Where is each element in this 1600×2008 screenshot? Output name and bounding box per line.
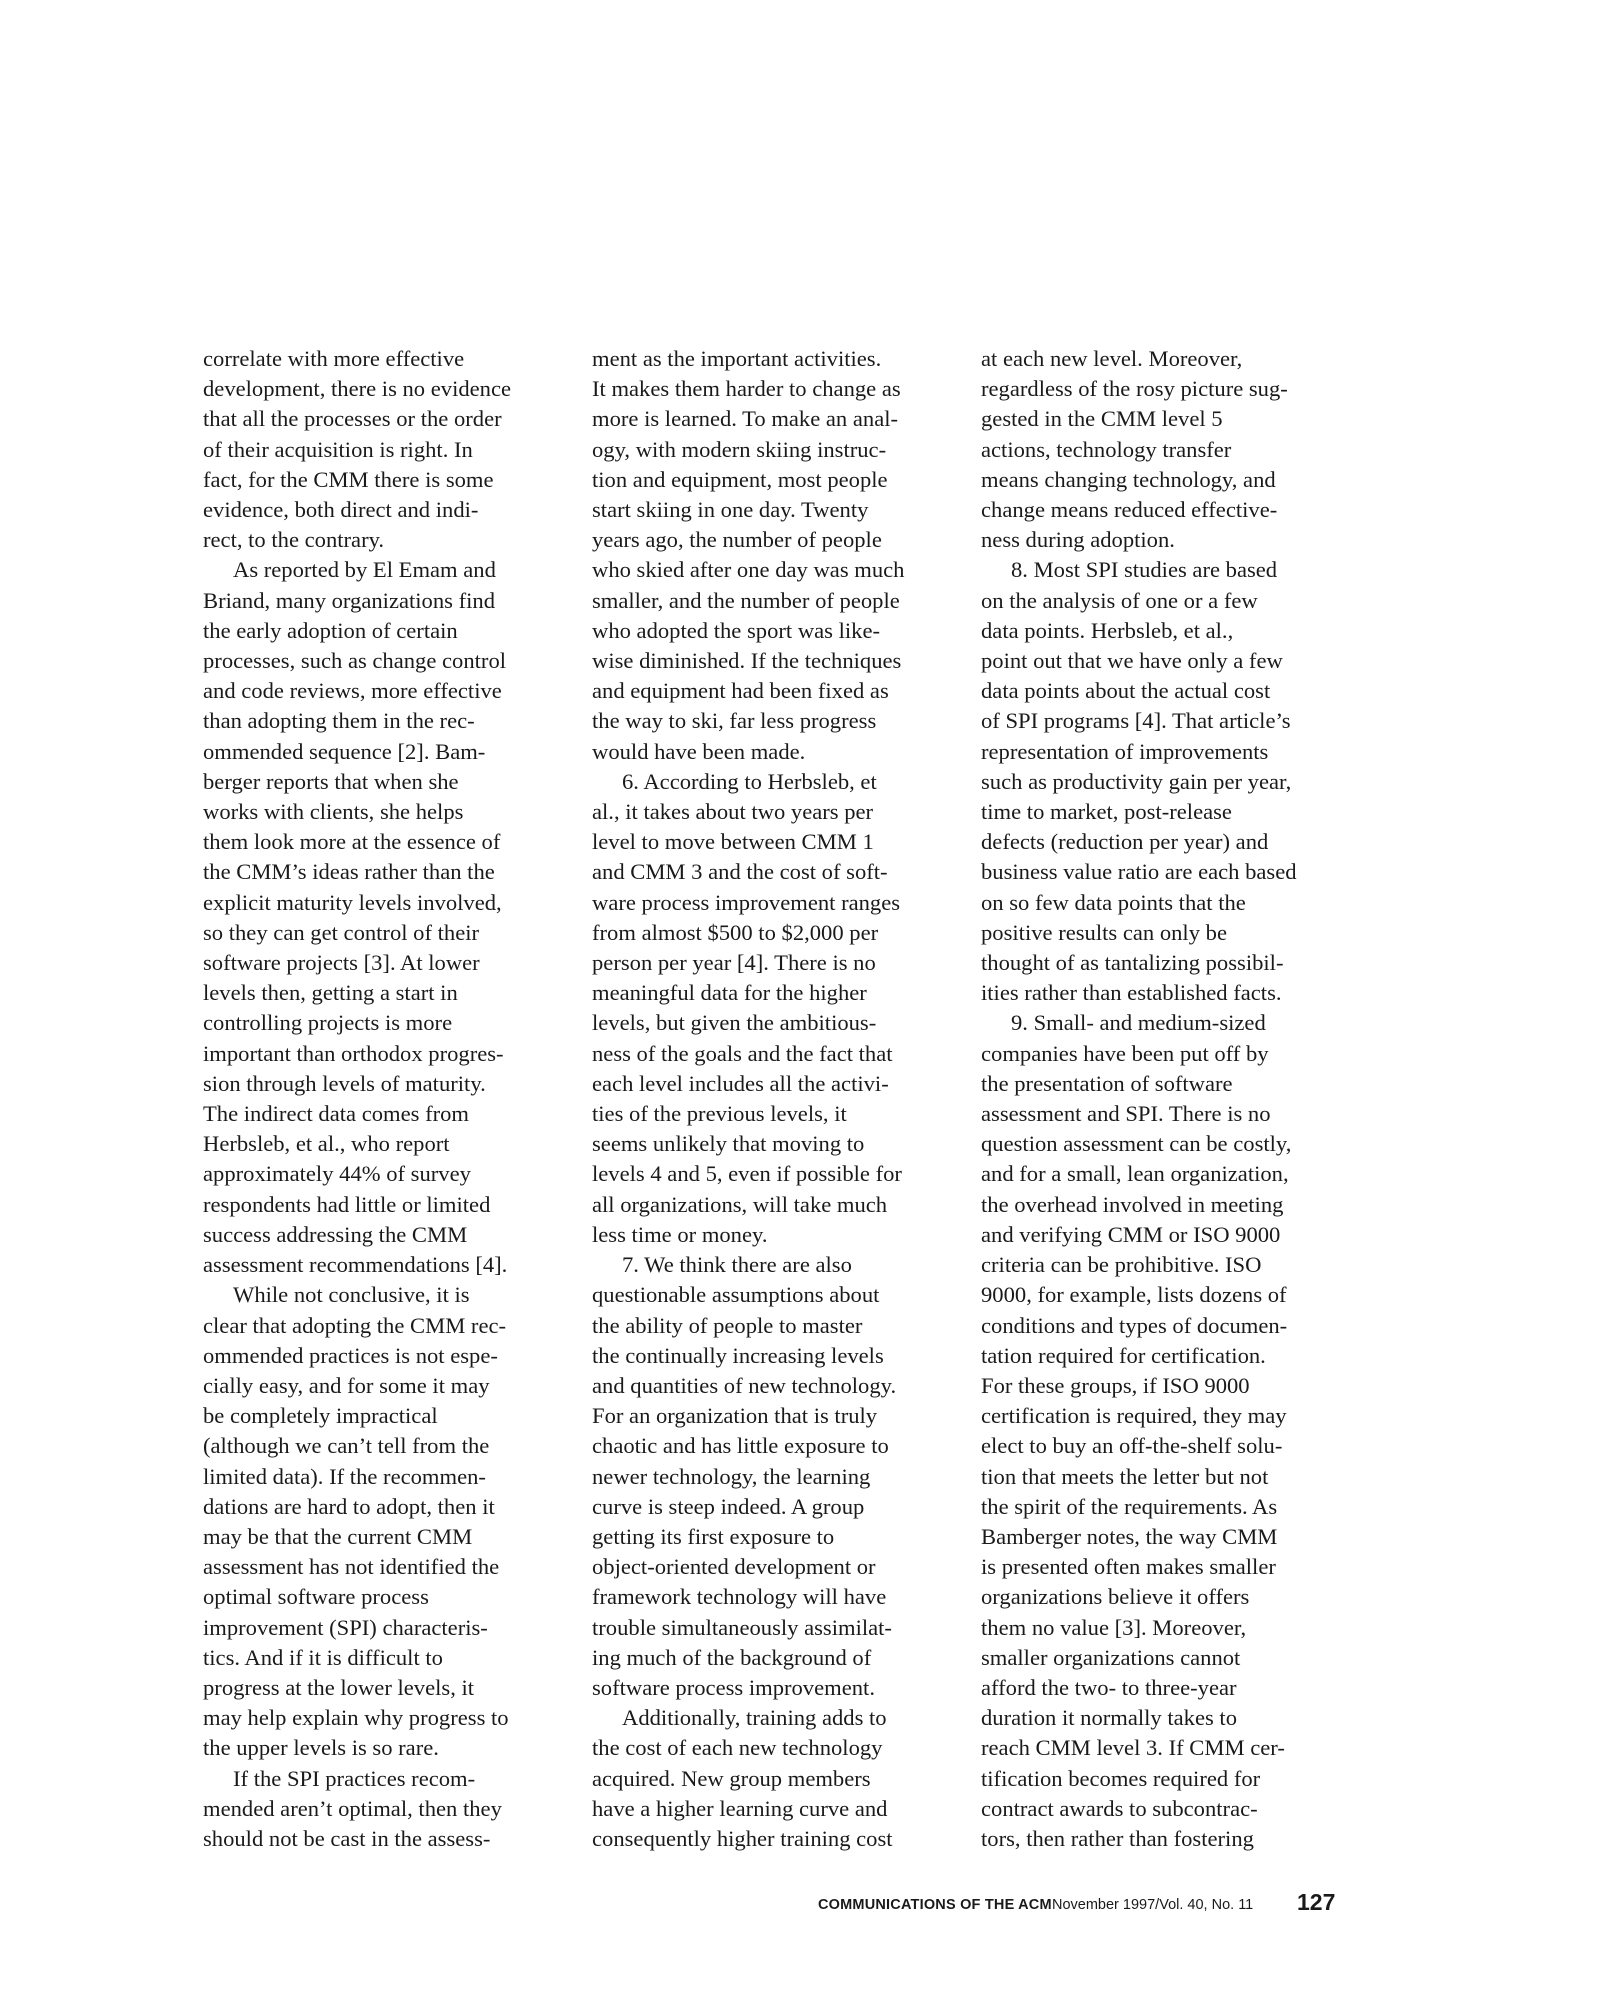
text-line: improvement (SPI) characteris- [203, 1614, 488, 1640]
text-line: seems unlikely that moving to [592, 1131, 865, 1157]
text-line: ties of the previous levels, it [592, 1101, 847, 1127]
text-line: object-oriented development or [592, 1554, 876, 1580]
text-line: controlling projects is more [203, 1010, 453, 1036]
text-line: is presented often makes smaller [981, 1554, 1276, 1580]
text-line: should not be cast in the assess- [203, 1825, 491, 1851]
text-line: the overhead involved in meeting [981, 1191, 1284, 1217]
text-column-2 [592, 344, 970, 1854]
text-line: ommended sequence [2]. Bam- [203, 738, 486, 764]
text-line: trouble simultaneously assimilat- [592, 1614, 892, 1640]
text-line: so they can get control of their [203, 919, 480, 945]
text-line: respondents had little or limited [203, 1191, 491, 1217]
text-line: framework technology will have [592, 1584, 887, 1610]
text-line: such as productivity gain per year, [981, 768, 1292, 794]
text-line: works with clients, she helps [203, 799, 464, 825]
text-line: companies have been put off by [981, 1040, 1269, 1066]
text-line: may help explain why progress to [203, 1705, 509, 1731]
text-line: tors, then rather than fostering [981, 1825, 1254, 1851]
text-line: change means reduced effective- [981, 497, 1278, 523]
text-line: assessment has not identified the [203, 1554, 500, 1580]
text-line: fact, for the CMM there is some [203, 466, 494, 492]
text-line: and quantities of new technology. [592, 1372, 897, 1398]
text-line: certification is required, they may [981, 1403, 1287, 1429]
text-line: positive results can only be [981, 919, 1227, 945]
text-line: start skiing in one day. Twenty [592, 497, 869, 523]
text-line: Herbsleb, et al., who report [203, 1131, 450, 1157]
text-line: optimal software process [203, 1584, 429, 1610]
text-line: Additionally, training adds to [622, 1705, 887, 1731]
text-line: contract awards to subcontrac- [981, 1795, 1258, 1821]
text-line: For an organization that is truly [592, 1403, 878, 1429]
text-line: software projects [3]. At lower [203, 950, 480, 976]
text-line: all organizations, will take much [592, 1191, 888, 1217]
text-line: software process improvement. [592, 1674, 875, 1700]
text-line: berger reports that when she [203, 768, 459, 794]
page-footer [0, 1891, 1600, 1921]
text-line: tation required for certification. [981, 1342, 1266, 1368]
text-line: the CMM’s ideas rather than the [203, 859, 495, 885]
text-line: rect, to the contrary. [203, 527, 385, 553]
text-line: If the SPI practices recom- [233, 1765, 476, 1791]
text-line: The indirect data comes from [203, 1101, 469, 1127]
text-line: 7. We think there are also [622, 1252, 852, 1278]
text-line: the early adoption of certain [203, 617, 458, 643]
text-line: them no value [3]. Moreover, [981, 1614, 1247, 1640]
text-line: reach CMM level 3. If CMM cer- [981, 1735, 1285, 1761]
text-line: at each new level. Moreover, [981, 346, 1243, 371]
text-line: and equipment had been fixed as [592, 678, 889, 704]
text-line: correlate with more effective [203, 346, 465, 371]
text-line: representation of improvements [981, 738, 1269, 764]
text-line: on so few data points that the [981, 889, 1246, 915]
text-line: smaller organizations cannot [981, 1644, 1241, 1670]
text-line: defects (reduction per year) and [981, 829, 1269, 855]
text-line: person per year [4]. There is no [592, 950, 876, 976]
text-line: For these groups, if ISO 9000 [981, 1372, 1250, 1398]
text-line: of SPI programs [4]. That article’s [981, 708, 1291, 734]
issue-info: November 1997/Vol. 40, No. 11 [1052, 1897, 1254, 1913]
text-line: of their acquisition is right. In [203, 436, 473, 462]
text-line: assessment and SPI. There is no [981, 1101, 1271, 1127]
text-line: processes, such as change control [203, 648, 507, 674]
text-line: limited data). If the recommen- [203, 1463, 486, 1489]
text-line: business value ratio are each based [981, 859, 1297, 885]
text-line: who adopted the sport was like- [592, 617, 881, 643]
text-line: tion that meets the letter but not [981, 1463, 1269, 1489]
text-line: who skied after one day was much [592, 557, 905, 583]
text-line: regardless of the rosy picture sug- [981, 376, 1288, 402]
text-line: questionable assumptions about [592, 1282, 880, 1308]
text-line: meaningful data for the higher [592, 980, 867, 1006]
text-line: means changing technology, and [981, 466, 1276, 492]
text-line: actions, technology transfer [981, 436, 1232, 462]
text-line: tion and equipment, most people [592, 466, 888, 492]
text-line: than adopting them in the rec- [203, 708, 475, 734]
text-line: level to move between CMM 1 [592, 829, 874, 855]
text-line: the spirit of the requirements. As [981, 1493, 1278, 1519]
text-line: ing much of the background of [592, 1644, 872, 1670]
text-line: mended aren’t optimal, then they [203, 1795, 502, 1821]
text-line: important than orthodox progres- [203, 1040, 504, 1066]
text-line: levels, but given the ambitious- [592, 1010, 877, 1036]
text-line: data points. Herbsleb, et al., [981, 617, 1234, 643]
text-line: smaller, and the number of people [592, 587, 900, 613]
text-line: organizations believe it offers [981, 1584, 1250, 1610]
text-line: 9000, for example, lists dozens of [981, 1282, 1287, 1308]
text-line: each level includes all the activi- [592, 1070, 889, 1096]
text-line: on the analysis of one or a few [981, 587, 1258, 613]
text-line: the cost of each new technology [592, 1735, 883, 1761]
text-line: dations are hard to adopt, then it [203, 1493, 495, 1519]
text-line: ities rather than established facts. [981, 980, 1282, 1006]
text-line: less time or money. [592, 1221, 768, 1247]
text-line: that all the processes or the order [203, 406, 502, 432]
text-column-1 [203, 344, 581, 1854]
text-line: While not conclusive, it is [233, 1282, 470, 1308]
text-line: levels 4 and 5, even if possible for [592, 1161, 902, 1187]
text-line: Briand, many organizations find [203, 587, 495, 613]
text-line: the ability of people to master [592, 1312, 863, 1338]
text-column-3 [981, 344, 1359, 1854]
text-line: elect to buy an off-the-shelf solu- [981, 1433, 1283, 1459]
text-line: conditions and types of documen- [981, 1312, 1288, 1338]
text-line: duration it normally takes to [981, 1705, 1238, 1731]
text-line: cially easy, and for some it may [203, 1372, 490, 1398]
text-line: the continually increasing levels [592, 1342, 884, 1368]
text-line: may be that the current CMM [203, 1523, 473, 1549]
text-line: evidence, both direct and indi- [203, 497, 479, 523]
text-line: would have been made. [592, 738, 806, 764]
text-line: gested in the CMM level 5 [981, 406, 1223, 432]
text-line: the presentation of software [981, 1070, 1233, 1096]
text-line: ware process improvement ranges [592, 889, 901, 915]
text-line: newer technology, the learning [592, 1463, 871, 1489]
journal-title: COMMUNICATIONS OF THE ACM [818, 1897, 1052, 1913]
text-line: from almost $500 to $2,000 per [592, 919, 879, 945]
text-line: and code reviews, more effective [203, 678, 502, 704]
text-line: 9. Small- and medium-sized [1011, 1010, 1266, 1036]
text-line: wise diminished. If the techniques [592, 648, 902, 674]
text-line: tics. And if it is difficult to [203, 1644, 443, 1670]
text-line: tification becomes required for [981, 1765, 1261, 1791]
text-line: time to market, post-release [981, 799, 1232, 825]
text-line: As reported by El Emam and [233, 557, 496, 583]
text-line: sion through levels of maturity. [203, 1070, 486, 1096]
text-line: and CMM 3 and the cost of soft- [592, 859, 888, 885]
text-line: criteria can be prohibitive. ISO [981, 1252, 1262, 1278]
text-line: levels then, getting a start in [203, 980, 458, 1006]
text-line: have a higher learning curve and [592, 1795, 888, 1821]
text-line: the way to ski, far less progress [592, 708, 877, 734]
text-line: curve is steep indeed. A group [592, 1493, 865, 1519]
text-line: point out that we have only a few [981, 648, 1283, 674]
text-line: question assessment can be costly, [981, 1131, 1292, 1157]
text-line: ness during adoption. [981, 527, 1175, 553]
text-line: thought of as tantalizing possibil- [981, 950, 1284, 976]
text-line: success addressing the CMM [203, 1221, 468, 1247]
text-line: be completely impractical [203, 1403, 438, 1429]
text-line: explicit maturity levels involved, [203, 889, 502, 915]
text-line: them look more at the essence of [203, 829, 501, 855]
text-line: development, there is no evidence [203, 376, 512, 402]
text-line: and verifying CMM or ISO 9000 [981, 1221, 1281, 1247]
text-line: afford the two- to three-year [981, 1674, 1237, 1700]
text-line: 8. Most SPI studies are based [1011, 557, 1278, 583]
text-line: ness of the goals and the fact that [592, 1040, 893, 1066]
text-line: consequently higher training cost [592, 1825, 893, 1851]
text-line: more is learned. To make an anal- [592, 406, 899, 432]
text-line: the upper levels is so rare. [203, 1735, 439, 1761]
text-line: clear that adopting the CMM rec- [203, 1312, 507, 1338]
text-line: ment as the important activities. [592, 346, 882, 371]
page-number: 127 [1297, 1889, 1336, 1915]
text-line: (although we can’t tell from the [203, 1433, 490, 1459]
text-line: It makes them harder to change as [592, 376, 901, 402]
text-line: ogy, with modern skiing instruc- [592, 436, 887, 462]
text-line: progress at the lower levels, it [203, 1674, 475, 1700]
text-line: ommended practices is not espe- [203, 1342, 498, 1368]
text-line: years ago, the number of people [592, 527, 882, 553]
text-line: assessment recommendations [4]. [203, 1252, 508, 1278]
text-line: Bamberger notes, the way CMM [981, 1523, 1278, 1549]
text-line: al., it takes about two years per [592, 799, 874, 825]
text-line: getting its first exposure to [592, 1523, 835, 1549]
text-line: and for a small, lean organization, [981, 1161, 1289, 1187]
text-line: data points about the actual cost [981, 678, 1271, 704]
text-line: approximately 44% of survey [203, 1161, 471, 1187]
text-line: acquired. New group members [592, 1765, 871, 1791]
text-line: chaotic and has little exposure to [592, 1433, 889, 1459]
text-line: 6. According to Herbsleb, et [622, 768, 877, 794]
